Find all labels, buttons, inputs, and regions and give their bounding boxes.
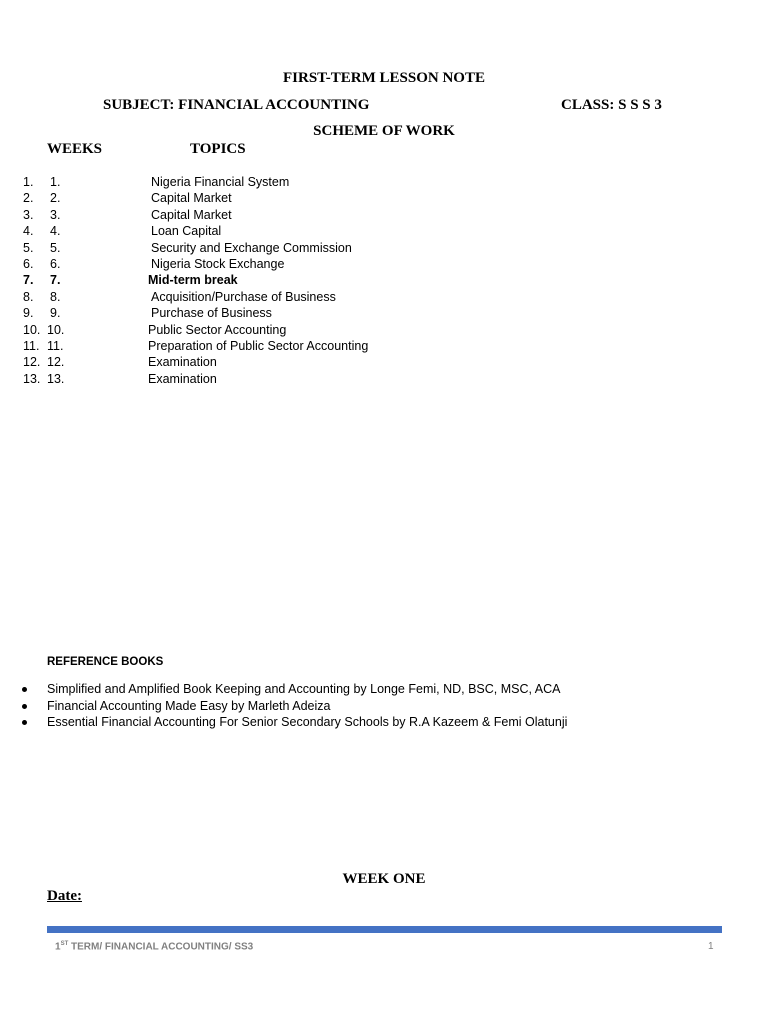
list-number: 10. — [23, 322, 41, 337]
list-number: 8. — [23, 289, 34, 304]
topic-text: Public Sector Accounting — [148, 322, 287, 337]
week-number: 10. — [47, 322, 65, 337]
document-title: FIRST-TERM LESSON NOTE — [282, 70, 485, 86]
list-number: 3. — [23, 207, 34, 222]
footer-running-title — [55, 941, 253, 952]
subject-label: SUBJECT: FINANCIAL ACCOUNTING — [103, 97, 370, 113]
week-number: 2. — [50, 191, 61, 206]
topic-text: Nigeria Stock Exchange — [151, 257, 285, 271]
topic-text: Capital Market — [151, 207, 232, 222]
week-number: 12. — [47, 355, 65, 370]
list-number: 13. — [23, 371, 41, 386]
reference-book-title: Essential Financial Accounting For Senior Secondary Schools by R.A Kazeem & Femi Olatunji — [47, 715, 568, 729]
week-number: 4. — [50, 224, 61, 239]
reference-book-title: Financial Accounting Made Easy by Marleth Adeiza — [47, 698, 331, 713]
date-label: Date: — [47, 888, 82, 904]
reference-book-title: Simplified and Amplified Book Keeping and Accounting by Longe Femi, ND, BSC, MSC, ACA — [47, 682, 561, 696]
topic-text: Mid-term break — [148, 273, 238, 288]
footer-term-number: 1 — [55, 941, 61, 953]
list-number: 9. — [23, 306, 34, 321]
week-number: 6. — [50, 257, 61, 271]
topic-text: Security and Exchange Commission — [151, 240, 352, 255]
topic-text: Nigeria Financial System — [151, 175, 290, 189]
topic-text: Loan Capital — [151, 224, 222, 239]
reference-books-heading: REFERENCE BOOKS — [47, 656, 164, 668]
bullet-icon — [22, 704, 27, 709]
footer-title-text: TERM/ FINANCIAL ACCOUNTING/ SS3 — [68, 941, 254, 953]
list-number: 6. — [23, 257, 34, 271]
topic-text: Capital Market — [151, 191, 232, 206]
topic-text: Preparation of Public Sector Accounting — [148, 339, 369, 353]
week-one-heading: WEEK ONE — [342, 871, 426, 887]
topics-column-heading: TOPICS — [190, 141, 246, 157]
list-number: 5. — [23, 240, 34, 255]
weeks-column-heading: WEEKS — [47, 141, 103, 157]
week-number: 9. — [50, 306, 61, 321]
footer-term-suffix: ST — [60, 941, 69, 947]
week-number: 3. — [50, 207, 61, 222]
bullet-icon — [22, 687, 27, 692]
week-number: 7. — [50, 273, 61, 288]
week-number: 8. — [50, 289, 61, 304]
week-number: 5. — [50, 240, 61, 255]
list-number: 4. — [23, 224, 34, 239]
class-label: CLASS: S S S 3 — [561, 97, 662, 113]
topic-text: Examination — [148, 371, 217, 386]
bullet-icon — [22, 720, 27, 725]
week-number: 13. — [47, 371, 65, 386]
week-number: 11. — [47, 339, 64, 353]
scheme-of-work-heading: SCHEME OF WORK — [313, 123, 455, 139]
list-number: 11. — [23, 339, 40, 353]
week-number: 1. — [50, 175, 61, 189]
footer-page-number: 1 — [708, 941, 714, 952]
list-number: 7. — [23, 273, 34, 288]
footer-rule — [47, 926, 722, 933]
list-number: 12. — [23, 355, 41, 370]
topic-text: Purchase of Business — [151, 306, 272, 321]
topic-text: Examination — [148, 355, 217, 370]
list-number: 2. — [23, 191, 34, 206]
list-number: 1. — [23, 175, 34, 189]
topic-text: Acquisition/Purchase of Business — [151, 289, 336, 304]
